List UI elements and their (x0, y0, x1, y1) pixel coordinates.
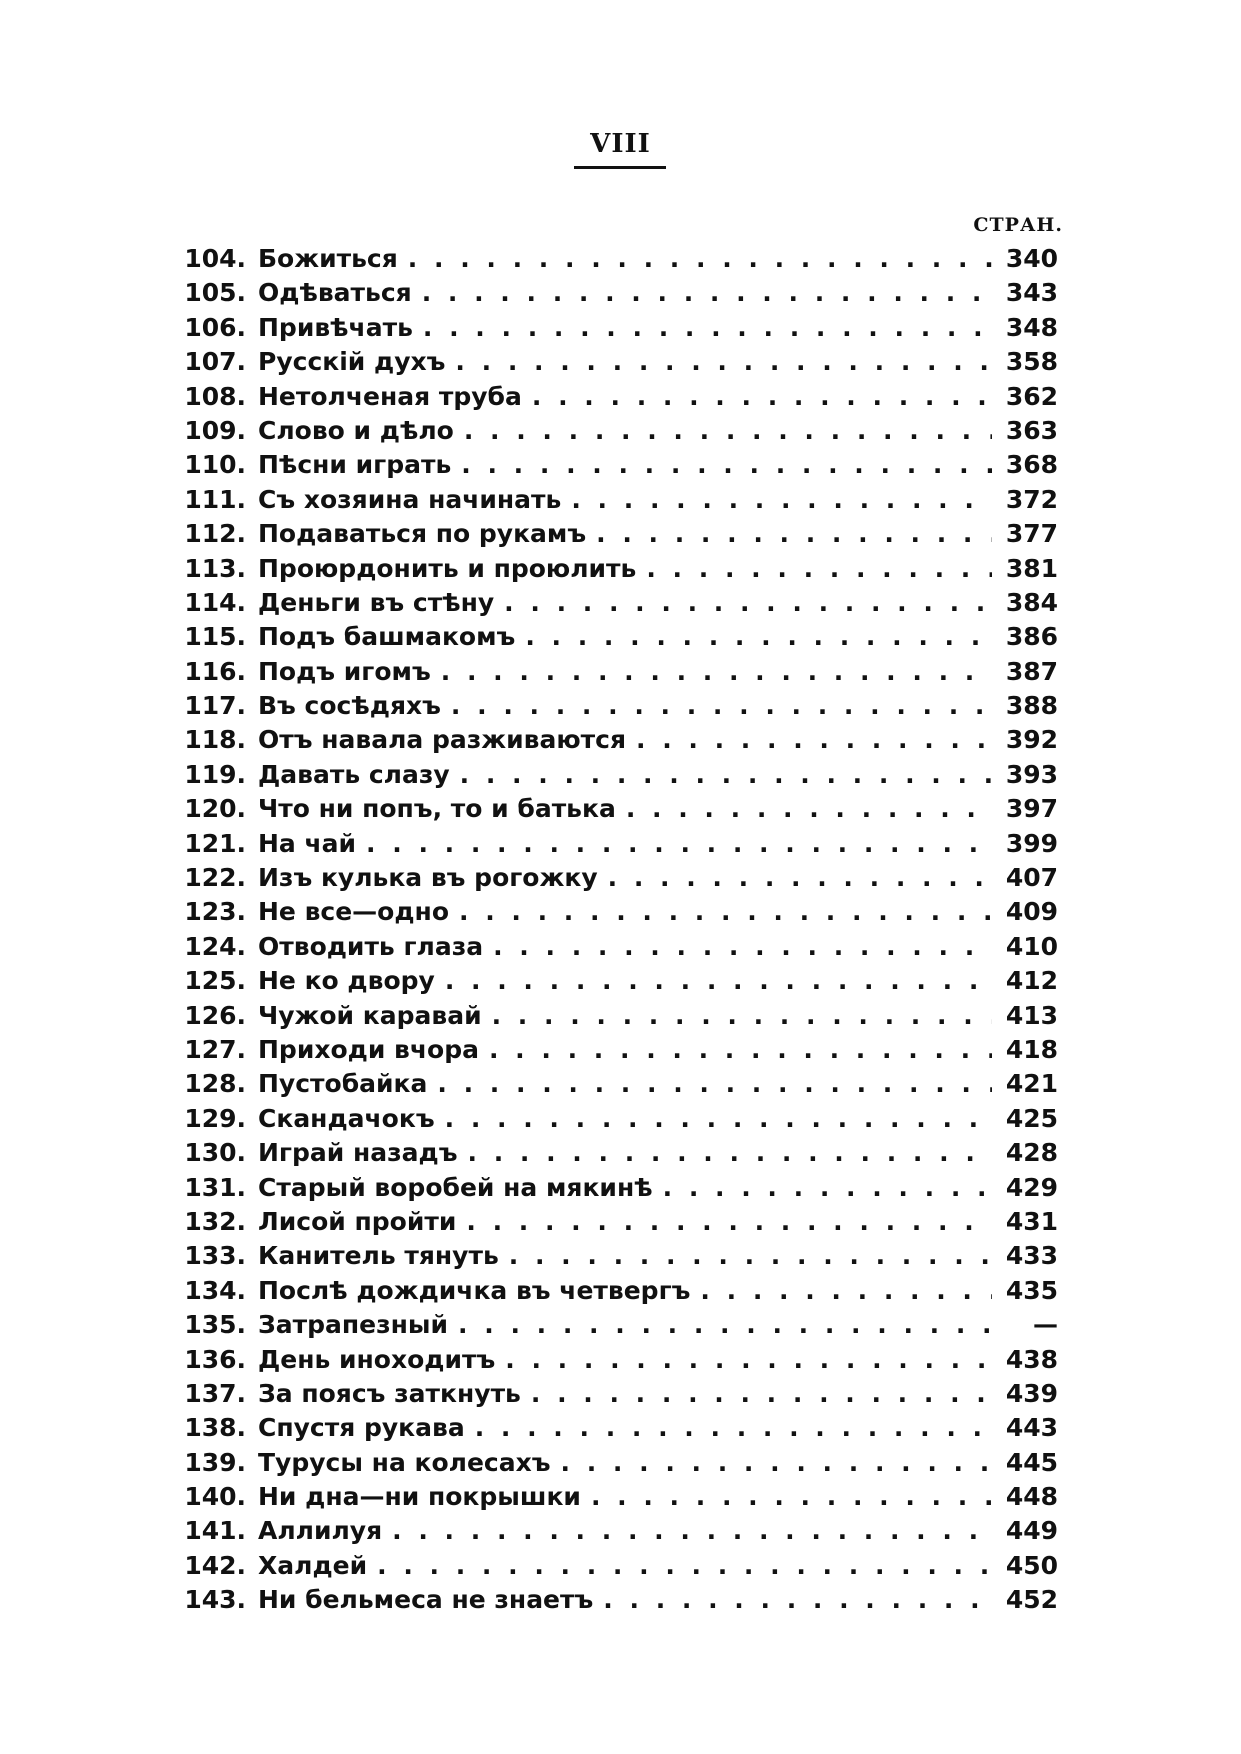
toc-entry[interactable] (178, 1343, 1058, 1377)
toc-dot-leader (377, 1549, 992, 1583)
toc-entry-page: 413 (1005, 1000, 1058, 1030)
toc-dot-leader (459, 895, 992, 929)
toc-entry-title: На чай (258, 828, 357, 858)
toc-dot-leader (458, 1308, 992, 1342)
toc-entry-page: 387 (1005, 656, 1058, 686)
toc-entry-title: Канитель тянуть (258, 1241, 499, 1271)
toc-dot-leader (464, 414, 992, 448)
toc-entry-page: 412 (1005, 966, 1058, 996)
toc-entry-title: Не все—одно (258, 897, 449, 927)
toc-entry-number: 140. (184, 1482, 246, 1512)
toc-entry-number: 143. (184, 1585, 246, 1615)
toc-entry-number: 123. (184, 897, 246, 927)
toc-entry-page: 428 (1005, 1138, 1058, 1168)
toc-entry-page: 435 (1005, 1275, 1058, 1305)
toc-entry-page: 397 (1005, 794, 1058, 824)
toc-entry-title: Проюрдонить и проюлить (258, 553, 637, 583)
toc-entry[interactable] (178, 1239, 1058, 1273)
toc-entry-title: Деньги въ стѣну (258, 587, 495, 617)
toc-dot-leader (504, 586, 992, 620)
toc-entry-title: Подаваться по рукамъ (258, 519, 587, 549)
page-number: VIII (590, 129, 651, 159)
toc-entry-page: 399 (1005, 828, 1058, 858)
toc-dot-leader (626, 792, 992, 826)
toc-entry[interactable] (178, 620, 1058, 654)
toc-dot-leader (700, 1274, 992, 1308)
toc-entry[interactable] (178, 1033, 1058, 1067)
toc-dot-leader (445, 1102, 992, 1136)
toc-dot-leader (505, 1343, 992, 1377)
toc-entry[interactable] (178, 964, 1058, 998)
toc-entry-number: 141. (184, 1516, 246, 1546)
toc-entry[interactable] (178, 1102, 1058, 1136)
toc-entry-title: Отводить глаза (258, 931, 484, 961)
toc-entry-title: Съ хозяина начинать (258, 484, 562, 514)
toc-entry[interactable] (178, 895, 1058, 929)
toc-dot-leader (492, 999, 992, 1033)
toc-entry-title: Чужой каравай (258, 1000, 482, 1030)
toc-entry[interactable] (178, 723, 1058, 757)
toc-entry[interactable] (178, 311, 1058, 345)
toc-dot-leader (532, 380, 992, 414)
toc-entry-number: 132. (184, 1206, 246, 1236)
toc-entry-page: 358 (1005, 347, 1058, 377)
toc-dot-leader (466, 1205, 992, 1239)
toc-entry-number: 107. (184, 347, 246, 377)
toc-entry-page: 340 (1005, 244, 1058, 273)
toc-entry-title: Халдей (258, 1550, 368, 1580)
toc-entry-number: 117. (184, 691, 246, 721)
toc-dot-leader (596, 517, 992, 551)
toc-dot-leader (437, 1067, 992, 1101)
toc-entry-page: 392 (1005, 725, 1058, 755)
toc-entry-number: 137. (184, 1378, 246, 1408)
toc-entry[interactable] (178, 861, 1058, 895)
toc-entry-page: 431 (1005, 1206, 1058, 1236)
toc-entry[interactable] (178, 1583, 1058, 1617)
toc-entry-page: 425 (1005, 1103, 1058, 1133)
toc-entry-page: 386 (1005, 622, 1058, 652)
toc-entry-page: 363 (1005, 415, 1058, 445)
toc-dot-leader (636, 723, 992, 757)
toc-entry-page: 443 (1005, 1413, 1058, 1443)
toc-entry-title: Аллилуя (258, 1516, 383, 1546)
toc-entry-title: День иноходитъ (258, 1344, 496, 1374)
toc-entry-page: 368 (1005, 450, 1058, 480)
toc-entry-title: Ни бельмеса не знаетъ (258, 1585, 594, 1615)
toc-dot-leader (366, 827, 992, 861)
toc-entry-number: 138. (184, 1413, 246, 1443)
toc-entry-number: 142. (184, 1550, 246, 1580)
toc-entry-title: Русскій духъ (258, 347, 446, 377)
toc-entry-page: 449 (1005, 1516, 1058, 1546)
toc-entry-number: 128. (184, 1069, 246, 1099)
toc-entry[interactable] (178, 380, 1058, 414)
page-number-underline (574, 166, 666, 169)
toc-dot-leader (489, 1033, 992, 1067)
toc-entry-number: 139. (184, 1447, 246, 1477)
toc-entry[interactable] (178, 517, 1058, 551)
toc-entry[interactable] (178, 999, 1058, 1033)
toc-entry-title: Давать слазу (258, 759, 450, 789)
toc-entry-title: Послѣ дождичка въ четвергъ (258, 1275, 691, 1305)
toc-entry[interactable] (178, 483, 1058, 517)
toc-entry-number: 126. (184, 1000, 246, 1030)
toc-entry[interactable] (178, 689, 1058, 723)
toc-entry-title: Турусы на колесахъ (258, 1447, 551, 1477)
toc-entry-number: 111. (184, 484, 246, 514)
toc-entry[interactable] (178, 276, 1058, 310)
toc-dot-leader (608, 861, 992, 895)
toc-entry-number: 127. (184, 1034, 246, 1064)
toc-dot-leader (591, 1480, 992, 1514)
toc-entry-number: 110. (184, 450, 246, 480)
toc-dot-leader (475, 1411, 992, 1445)
toc-entry-number: 108. (184, 381, 246, 411)
toc-entry[interactable] (178, 414, 1058, 448)
toc-entry[interactable] (178, 1274, 1058, 1308)
toc-entry-title: Приходи вчора (258, 1034, 479, 1064)
toc-entry[interactable] (178, 1480, 1058, 1514)
toc-entry[interactable] (178, 1549, 1058, 1583)
table-of-contents (178, 242, 1058, 1618)
toc-entry-number: 124. (184, 931, 246, 961)
toc-entry-page: 409 (1005, 897, 1058, 927)
toc-entry-number: 125. (184, 966, 246, 996)
toc-entry-number: 122. (184, 863, 246, 893)
toc-entry-number: 118. (184, 725, 246, 755)
toc-entry-page: 421 (1005, 1069, 1058, 1099)
toc-entry-page: 452 (1005, 1585, 1058, 1615)
toc-entry[interactable] (178, 827, 1058, 861)
toc-entry[interactable] (178, 1514, 1058, 1548)
toc-dot-leader (441, 655, 992, 689)
toc-entry-page: 450 (1005, 1550, 1058, 1580)
toc-entry[interactable] (178, 1136, 1058, 1170)
toc-entry-page: 445 (1005, 1447, 1058, 1477)
toc-entry-page: 377 (1005, 519, 1058, 549)
toc-entry-title: Играй назадъ (258, 1138, 458, 1168)
toc-entry-page: 393 (1005, 759, 1058, 789)
toc-entry-page: 343 (1005, 278, 1058, 308)
toc-entry-page: 388 (1005, 691, 1058, 721)
toc-entry[interactable] (178, 345, 1058, 379)
toc-entry-number: 104. (184, 244, 246, 273)
toc-entry-number: 112. (184, 519, 246, 549)
toc-entry-title: Спустя рукава (258, 1413, 465, 1443)
toc-dot-leader (531, 1377, 992, 1411)
toc-dot-leader (663, 1171, 992, 1205)
toc-entry-number: 115. (184, 622, 246, 652)
toc-entry[interactable] (178, 655, 1058, 689)
toc-dot-leader (571, 483, 992, 517)
toc-entry-page: 362 (1005, 381, 1058, 411)
toc-entry[interactable] (178, 930, 1058, 964)
toc-entry[interactable] (178, 1067, 1058, 1101)
toc-entry-page: 407 (1005, 863, 1058, 893)
toc-entry-title: Подъ игомъ (258, 656, 431, 686)
toc-entry-page: 384 (1005, 587, 1058, 617)
toc-entry-title: Ни дна—ни покрышки (258, 1482, 581, 1512)
toc-entry-title: Затрапезный (258, 1310, 449, 1340)
toc-entry-number: 120. (184, 794, 246, 824)
toc-entry[interactable] (178, 1205, 1058, 1239)
toc-entry[interactable] (178, 1411, 1058, 1445)
toc-entry[interactable] (178, 586, 1058, 620)
toc-entry[interactable] (178, 1308, 1058, 1342)
toc-entry-title: Божиться (258, 244, 398, 273)
toc-entry-title: Пустобайка (258, 1069, 428, 1099)
toc-entry-number: 109. (184, 415, 246, 445)
toc-entry-title: Что ни попъ, то и батька (258, 794, 616, 824)
toc-dot-leader (468, 1136, 993, 1170)
toc-entry[interactable] (178, 448, 1058, 482)
toc-entry-title: Подъ башмакомъ (258, 622, 516, 652)
toc-entry-title: Въ сосѣдяхъ (258, 691, 441, 721)
toc-entry-number: 129. (184, 1103, 246, 1133)
toc-entry[interactable] (178, 792, 1058, 826)
toc-dot-leader (408, 242, 992, 276)
toc-entry-page: 418 (1005, 1034, 1058, 1064)
toc-entry-title: Изъ кулька въ рогожку (258, 863, 598, 893)
toc-dot-leader (525, 620, 992, 654)
toc-dot-leader (493, 930, 992, 964)
toc-entry-number: 136. (184, 1344, 246, 1374)
toc-entry-page: 429 (1005, 1172, 1058, 1202)
toc-entry-title: Одѣваться (258, 278, 412, 308)
toc-entry-page: 410 (1005, 931, 1058, 961)
toc-entry-number: 134. (184, 1275, 246, 1305)
toc-entry-number: 121. (184, 828, 246, 858)
toc-entry-number: 105. (184, 278, 246, 308)
toc-entry-title: Не ко двору (258, 966, 435, 996)
toc-dot-leader (561, 1446, 992, 1480)
toc-entry-title: За поясъ заткнуть (258, 1378, 521, 1408)
toc-entry-title: Скандачокъ (258, 1103, 435, 1133)
toc-entry-title: Отъ навала разживаются (258, 725, 626, 755)
toc-dot-leader (646, 552, 992, 586)
toc-entry[interactable] (178, 1446, 1058, 1480)
toc-dot-leader (460, 758, 992, 792)
toc-entry-number: 114. (184, 587, 246, 617)
toc-entry-number: 116. (184, 656, 246, 686)
toc-dot-leader (461, 448, 992, 482)
toc-entry[interactable] (178, 758, 1058, 792)
toc-entry-title: Слово и дѣло (258, 415, 454, 445)
toc-entry-number: 130. (184, 1138, 246, 1168)
toc-entry-page: 433 (1005, 1241, 1058, 1271)
toc-dot-leader (422, 276, 992, 310)
toc-entry-page: 381 (1005, 553, 1058, 583)
toc-entry-page: 448 (1005, 1482, 1058, 1512)
toc-entry-title: Нетолченая труба (258, 381, 522, 411)
toc-entry[interactable] (178, 1377, 1058, 1411)
toc-entry[interactable] (178, 552, 1058, 586)
toc-entry-title: Пѣсни играть (258, 450, 452, 480)
toc-entry-number: 119. (184, 759, 246, 789)
toc-entry[interactable] (178, 242, 1058, 276)
toc-entry-page: 438 (1005, 1344, 1058, 1374)
page-column-header: СТРАН. (973, 214, 1063, 236)
toc-entry-number: 135. (184, 1310, 246, 1340)
toc-dot-leader (423, 311, 992, 345)
toc-entry-page: 439 (1005, 1378, 1058, 1408)
toc-entry-title: Лисой пройти (258, 1206, 457, 1236)
toc-entry-page: — (1033, 1310, 1058, 1340)
toc-entry-title: Старый воробей на мякинѣ (258, 1172, 653, 1202)
toc-entry[interactable] (178, 1171, 1058, 1205)
toc-entry-number: 131. (184, 1172, 246, 1202)
toc-dot-leader (509, 1239, 992, 1273)
toc-dot-leader (603, 1583, 992, 1617)
toc-entry-number: 133. (184, 1241, 246, 1271)
toc-dot-leader (392, 1514, 992, 1548)
toc-entry-title: Привѣчать (258, 312, 413, 342)
toc-entry-page: 348 (1005, 312, 1058, 342)
toc-dot-leader (445, 964, 992, 998)
toc-entry-number: 113. (184, 553, 246, 583)
toc-dot-leader (455, 345, 992, 379)
toc-entry-number: 106. (184, 312, 246, 342)
toc-dot-leader (451, 689, 992, 723)
toc-entry-page: 372 (1005, 484, 1058, 514)
